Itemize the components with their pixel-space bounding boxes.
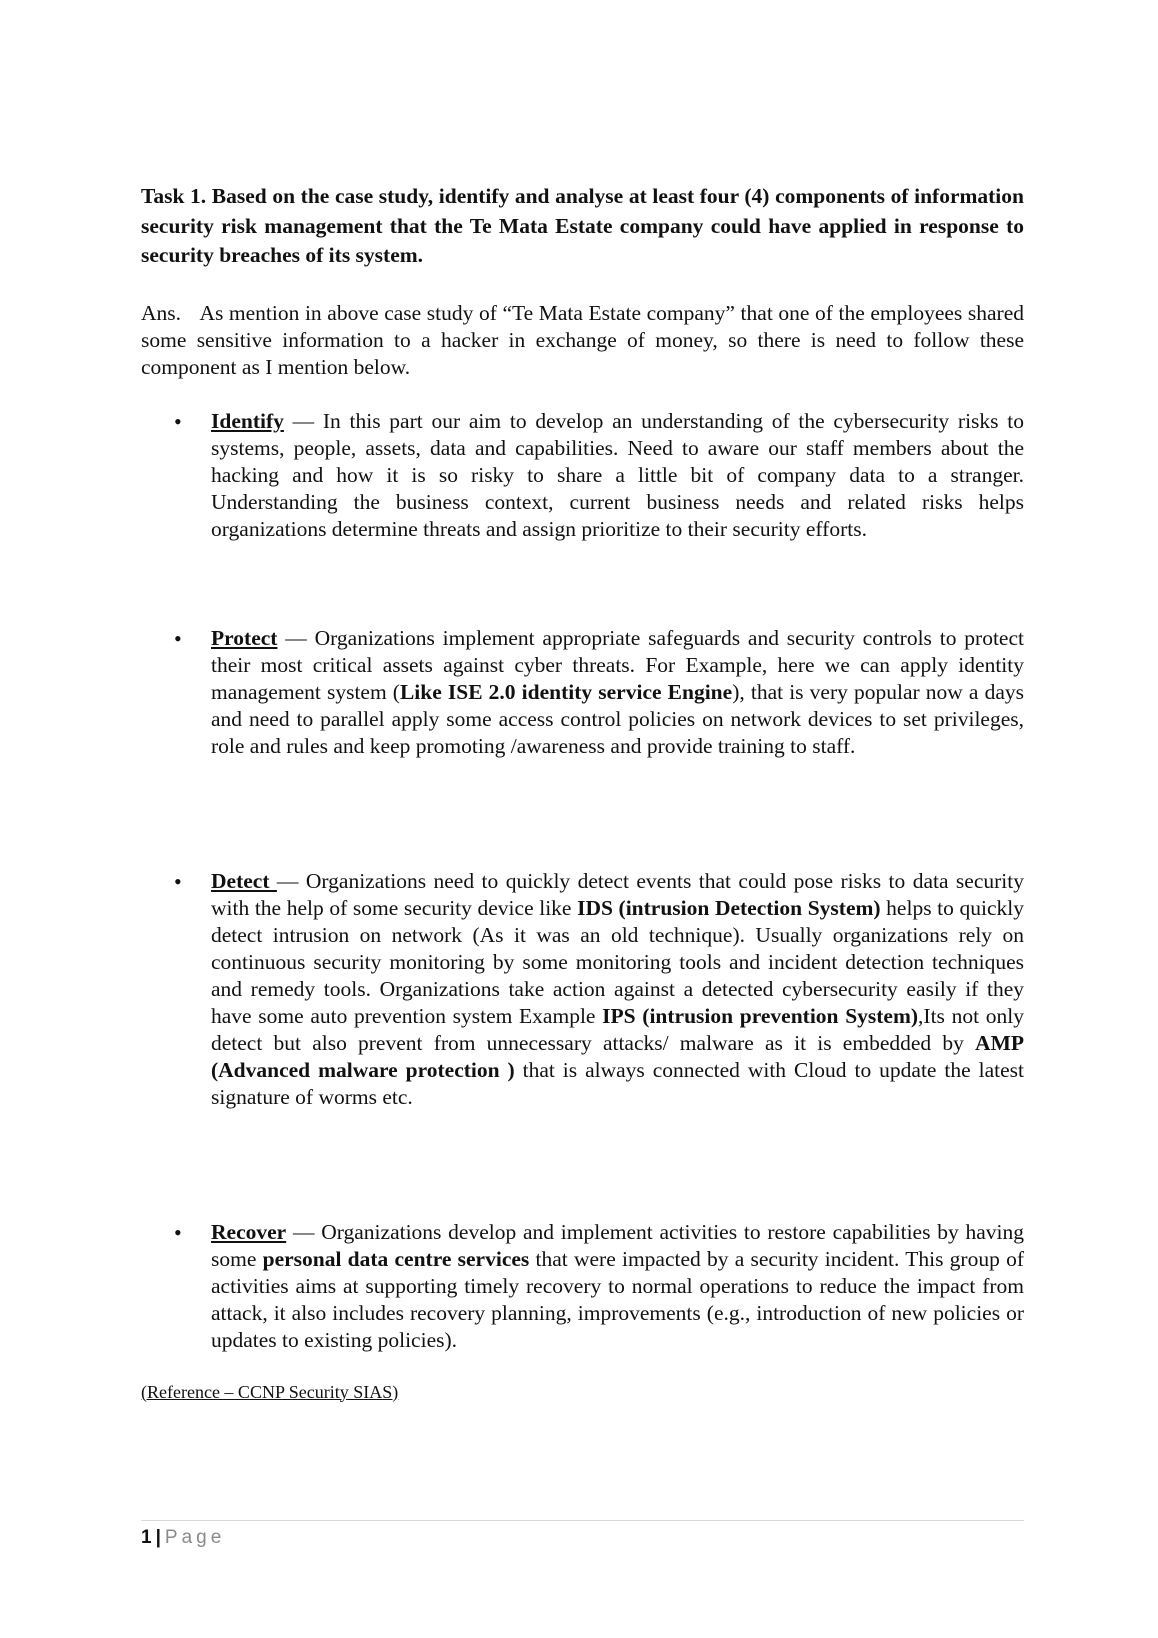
component-text: ), that is very popular now a days and need to parallel apply some access control policies on network devices to set privileges, role and rules and keep promoting /awareness and provide training to staff.	[211, 679, 1024, 758]
bullet-icon: •	[174, 408, 182, 434]
component-identify	[141, 408, 1024, 543]
component-term-detect: Detect	[211, 868, 277, 893]
answer-text: As mention in above case study of “Te Mata Estate company” that one of the employees shared some sensitive information to a hacker in exchange of money, so there is need to follow these component as I mention below.	[141, 300, 1024, 379]
component-bold-text: personal data centre services	[262, 1246, 530, 1271]
component-text: — Organizations need to quickly detect events that could pose risks to data security with the help of some security device like	[211, 868, 1024, 920]
component-protect	[141, 625, 1024, 760]
bullet-icon: •	[174, 868, 182, 894]
component-bold-text: IPS (intrusion prevention System)	[602, 1003, 919, 1028]
reference-citation: (Reference – CCNP Security SIAS)	[141, 1381, 399, 1402]
component-text: — Organizations develop and implement activities to restore capabilities by having some	[211, 1219, 1024, 1271]
task-heading: Task 1. Based on the case study, identify and analyse at least four (4) components of information security risk management that the Te Mata Estate company could have applied in response to security breaches of its system.	[141, 184, 1024, 267]
page-footer	[141, 1520, 1024, 1551]
component-list	[141, 408, 1024, 1354]
answer-paragraph	[141, 300, 1024, 381]
component-text: helps to quickly detect intrusion on network (As it was an old technique). Usually organizations rely on continuous security monitoring by some monitoring tools and incident detection techniques and remedy tools. Organizations take action against a detected cybersecurity easily if they have some auto prevention system Example	[211, 895, 1024, 1028]
component-text: — In this part our aim to develop an understanding of the cybersecurity risks to systems, people, assets, data and capabilities. Need to aware our staff members about the hacking and how it is so risky to share a little bit of company data to a stranger. Understanding the business context, current business needs and related risks helps organizations determine threats and assign prioritize to their security efforts.	[211, 408, 1024, 541]
answer-prefix: Ans.	[141, 300, 182, 325]
bullet-icon: •	[174, 1219, 182, 1245]
component-bold-text: IDS (intrusion Detection System)	[577, 895, 881, 920]
page-number: 1	[141, 1527, 152, 1548]
component-term-recover: Recover	[211, 1219, 287, 1244]
component-text: that is always connected with Cloud to update the latest signature of worms etc.	[211, 1057, 1024, 1109]
component-text: — Organizations implement appropriate safeguards and security controls to protect their most critical assets against cyber threats. For Example, here we can apply identity management system (	[211, 625, 1024, 704]
page-separator: |	[155, 1527, 161, 1548]
component-term-protect: Protect	[211, 625, 278, 650]
component-text: that were impacted by a security incident. This group of activities aims at supporting timely recovery to normal operations to reduce the impact from attack, it also includes recovery planning, improvements (e.g., introduction of new policies or updates to existing policies).	[211, 1246, 1024, 1352]
bullet-icon: •	[174, 625, 182, 651]
component-text: ,Its not only detect but also prevent from unnecessary attacks/ malware as it is embedded by	[211, 1003, 1024, 1055]
component-bold-text: AMP (Advanced malware protection )	[211, 1030, 1024, 1082]
page-content	[141, 182, 1024, 1404]
component-bold-text: Like ISE 2.0 identity service Engine	[399, 679, 733, 704]
page-label: Page	[164, 1527, 226, 1548]
component-detect	[141, 868, 1024, 1111]
component-term-identify: Identify	[211, 408, 284, 433]
component-recover	[141, 1219, 1024, 1354]
